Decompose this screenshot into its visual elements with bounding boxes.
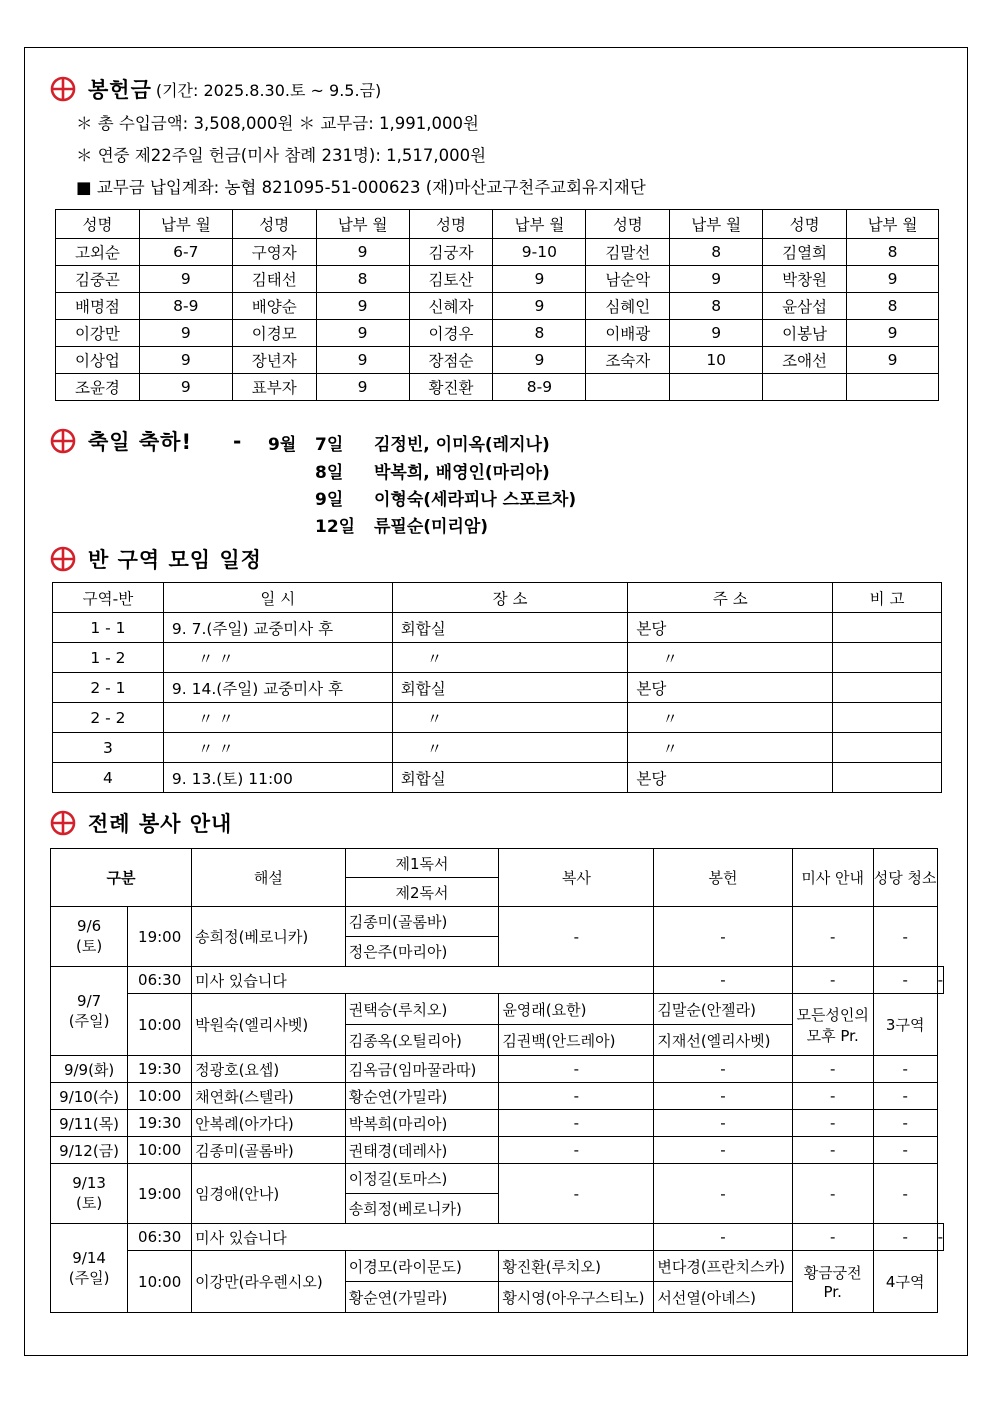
meeting-place: 회합실 xyxy=(392,673,628,703)
liturgy-date: 9/12(금) xyxy=(51,1137,128,1164)
donor-month: 9 xyxy=(670,266,763,293)
meeting-header-cell: 비 고 xyxy=(833,583,942,613)
liturgy-reader: 황순연(가밀라) xyxy=(345,1083,499,1110)
header-clean: 성당 청소 xyxy=(873,849,937,907)
liturgy-row xyxy=(51,994,944,1025)
donor-month: 9 xyxy=(847,347,939,374)
donor-name: 장점순 xyxy=(409,347,493,374)
liturgy-offertory: 변다경(프란치스카) xyxy=(654,1251,792,1282)
liturgy-time: 19:30 xyxy=(128,1110,192,1137)
meeting-datetime: 9. 14.(주일) 교중미사 후 xyxy=(163,673,392,703)
donor-name: 박창원 xyxy=(763,266,847,293)
donor-month: 9 xyxy=(316,374,409,401)
liturgy-clean: - xyxy=(937,967,943,994)
donor-month: 9 xyxy=(316,239,409,266)
donor-table xyxy=(55,209,939,401)
meeting-note xyxy=(833,763,942,793)
donor-name: 이배광 xyxy=(586,320,670,347)
donor-name xyxy=(586,374,670,401)
liturgy-guide: 황금궁전 Pr. xyxy=(792,1251,873,1313)
liturgy-guide: - xyxy=(792,1056,873,1083)
liturgy-reader2: 송희정(베로니카) xyxy=(345,1194,499,1224)
meeting-address: 〃 xyxy=(628,733,833,763)
meeting-place: 〃 xyxy=(392,643,628,673)
liturgy-guide: - xyxy=(792,1110,873,1137)
donor-month: 8-9 xyxy=(139,293,232,320)
liturgy-reader2: 정은주(마리아) xyxy=(345,937,499,967)
liturgy-guide: - xyxy=(792,1083,873,1110)
donor-name: 이봉남 xyxy=(763,320,847,347)
liturgy-offertory: - xyxy=(654,1164,792,1224)
liturgy-server: - xyxy=(499,1056,654,1083)
donor-month: 9 xyxy=(670,320,763,347)
meeting-datetime: 〃 〃 xyxy=(163,703,392,733)
donor-header-row xyxy=(56,210,939,239)
liturgy-offertory: - xyxy=(654,1056,792,1083)
header-gubun: 구분 xyxy=(51,849,192,907)
donor-month: 8 xyxy=(670,293,763,320)
meeting-row xyxy=(53,673,942,703)
liturgy-row xyxy=(51,1083,944,1110)
liturgy-clean: 3구역 xyxy=(873,994,937,1056)
liturgy-date: 9/6 (토) xyxy=(51,907,128,967)
meeting-row xyxy=(53,613,942,643)
liturgy-guide: - xyxy=(873,967,937,994)
liturgy-reader2: 황순연(가밀라) xyxy=(345,1282,499,1313)
meeting-note xyxy=(833,613,942,643)
meeting-zone: 1 - 2 xyxy=(53,643,164,673)
liturgy-time: 10:00 xyxy=(128,994,192,1056)
donor-name: 김태선 xyxy=(232,266,316,293)
offering-period: (기간: 2025.8.30.토 ~ 9.5.금) xyxy=(155,80,382,100)
liturgy-commentary: 김종미(골롬바) xyxy=(192,1137,346,1164)
liturgy-time: 19:30 xyxy=(128,1056,192,1083)
donor-month: 9 xyxy=(139,266,232,293)
donor-name: 윤삼섭 xyxy=(763,293,847,320)
cross-circle-icon xyxy=(50,76,76,102)
liturgy-server: 황진환(루치오) xyxy=(499,1251,654,1282)
meeting-address: 본당 xyxy=(628,763,833,793)
meeting-place: 〃 xyxy=(392,703,628,733)
donor-name: 장년자 xyxy=(232,347,316,374)
liturgy-reader1: 이경모(라이문도) xyxy=(345,1251,499,1282)
donor-header-cell: 성명 xyxy=(409,210,493,239)
donor-row xyxy=(56,374,939,401)
meeting-address: 〃 xyxy=(628,643,833,673)
donor-header-cell: 성명 xyxy=(56,210,140,239)
liturgy-reader: 김옥금(임마꿀라따) xyxy=(345,1056,499,1083)
header-server: 복사 xyxy=(499,849,654,907)
meeting-header-row xyxy=(53,583,942,613)
liturgy-offertory: - xyxy=(792,967,873,994)
donor-row xyxy=(56,266,939,293)
donor-month xyxy=(670,374,763,401)
meeting-address: 본당 xyxy=(628,613,833,643)
donor-month: 9 xyxy=(139,374,232,401)
liturgy-date: 9/7 (주일) xyxy=(51,967,128,1056)
donor-name: 이경우 xyxy=(409,320,493,347)
meeting-heading xyxy=(50,544,262,574)
donor-name xyxy=(763,374,847,401)
birthday-names: 류필순(미리암) xyxy=(374,517,489,537)
liturgy-clean: 4구역 xyxy=(873,1251,937,1313)
header-reader2: 제2독서 xyxy=(345,878,499,907)
donor-name: 신혜자 xyxy=(409,293,493,320)
liturgy-guide: - xyxy=(792,1137,873,1164)
donor-name: 남순악 xyxy=(586,266,670,293)
donor-name: 배명점 xyxy=(56,293,140,320)
liturgy-date: 9/11(목) xyxy=(51,1110,128,1137)
liturgy-commentary: 채연화(스텔라) xyxy=(192,1083,346,1110)
donor-month: 9 xyxy=(316,293,409,320)
donor-name: 표부자 xyxy=(232,374,316,401)
meeting-header-cell: 장 소 xyxy=(392,583,628,613)
liturgy-server: - xyxy=(499,907,654,967)
liturgy-row xyxy=(51,1056,944,1083)
meeting-table xyxy=(52,582,942,793)
donor-month: 9 xyxy=(847,266,939,293)
liturgy-offertory: - xyxy=(654,907,792,967)
liturgy-commentary: 송희정(베로니카) xyxy=(192,907,346,967)
donor-name: 김말선 xyxy=(586,239,670,266)
donor-month: 9 xyxy=(493,266,586,293)
liturgy-clean: - xyxy=(873,1137,937,1164)
birthday-day: 9일 xyxy=(315,490,344,510)
liturgy-server: - xyxy=(499,1083,654,1110)
donor-name: 심혜인 xyxy=(586,293,670,320)
meeting-note xyxy=(833,643,942,673)
cross-circle-icon xyxy=(50,546,76,572)
cross-circle-icon xyxy=(50,810,76,836)
donor-month: 10 xyxy=(670,347,763,374)
donor-month xyxy=(847,374,939,401)
meeting-row xyxy=(53,703,942,733)
donor-header-cell: 납부 월 xyxy=(670,210,763,239)
liturgy-guide: - xyxy=(792,1164,873,1224)
meeting-datetime: 〃 〃 xyxy=(163,643,392,673)
donor-row xyxy=(56,293,939,320)
donor-month: 8 xyxy=(670,239,763,266)
offering-account-line: ■ 교무금 납입계좌: 농협 821095-51-000623 (재)마산교구천주교회유지재단 xyxy=(76,178,646,197)
donor-header-cell: 성명 xyxy=(763,210,847,239)
donor-name: 조윤경 xyxy=(56,374,140,401)
donor-month: 9 xyxy=(316,320,409,347)
liturgy-time: 06:30 xyxy=(128,1224,192,1251)
offering-heading xyxy=(50,74,381,104)
meeting-note xyxy=(833,673,942,703)
liturgy-row xyxy=(51,1110,944,1137)
donor-header-cell: 납부 월 xyxy=(139,210,232,239)
donor-month: 8-9 xyxy=(493,374,586,401)
birthday-month: 9월 xyxy=(268,435,297,455)
meeting-row xyxy=(53,643,942,673)
meeting-row xyxy=(53,733,942,763)
donor-header-cell: 납부 월 xyxy=(493,210,586,239)
meeting-place: 〃 xyxy=(392,733,628,763)
header-reader1: 제1독서 xyxy=(345,849,499,878)
donor-name: 이강만 xyxy=(56,320,140,347)
donor-month: 9 xyxy=(847,320,939,347)
meeting-zone: 2 - 1 xyxy=(53,673,164,703)
donor-header-cell: 납부 월 xyxy=(316,210,409,239)
donor-name: 조애선 xyxy=(763,347,847,374)
meeting-title: 반 구역 모임 일정 xyxy=(88,548,262,572)
donor-month: 8 xyxy=(847,239,939,266)
liturgy-offertory: - xyxy=(654,1083,792,1110)
meeting-place: 회합실 xyxy=(392,763,628,793)
meeting-address: 〃 xyxy=(628,703,833,733)
birthday-names: 이형숙(세라피나 스포르차) xyxy=(374,490,577,510)
donor-month: 9 xyxy=(493,293,586,320)
donor-header-cell: 성명 xyxy=(586,210,670,239)
donor-month: 8 xyxy=(316,266,409,293)
liturgy-commentary: 이강만(라우렌시오) xyxy=(192,1251,346,1313)
liturgy-reader1: 권택승(루치오) xyxy=(345,994,499,1025)
birthday-day: 12일 xyxy=(315,517,356,537)
birthday-dash: - xyxy=(233,429,242,453)
donor-month: 8 xyxy=(847,293,939,320)
donor-name: 김궁자 xyxy=(409,239,493,266)
header-offertory: 봉헌 xyxy=(654,849,792,907)
liturgy-clean: - xyxy=(873,1110,937,1137)
header-commentary: 해설 xyxy=(192,849,346,907)
offering-sunday-line: ＊ 연중 제22주일 헌금(미사 참례 231명): 1,517,000원 xyxy=(76,146,487,165)
liturgy-date: 9/13 (토) xyxy=(51,1164,128,1224)
liturgy-clean: - xyxy=(873,1056,937,1083)
donor-month: 9-10 xyxy=(493,239,586,266)
meeting-note xyxy=(833,733,942,763)
liturgy-server: - xyxy=(654,967,792,994)
birthday-day: 8일 xyxy=(315,463,344,483)
liturgy-no-mass: 미사 있습니다 xyxy=(192,1224,654,1251)
liturgy-offertory: - xyxy=(792,1224,873,1251)
liturgy-server: 황시영(아우구스티노) xyxy=(499,1282,654,1313)
liturgy-time: 19:00 xyxy=(128,1164,192,1224)
liturgy-row xyxy=(51,1137,944,1164)
liturgy-clean: - xyxy=(937,1224,943,1251)
donor-month: 9 xyxy=(139,347,232,374)
birthday-names: 박복희, 배영인(마리아) xyxy=(374,463,550,483)
liturgy-offertory: 서선열(아녜스) xyxy=(654,1282,792,1313)
liturgy-reader: 권태경(데레사) xyxy=(345,1137,499,1164)
donor-name: 이상업 xyxy=(56,347,140,374)
meeting-header-cell: 주 소 xyxy=(628,583,833,613)
liturgy-no-mass: 미사 있습니다 xyxy=(192,967,654,994)
liturgy-commentary: 임경애(안나) xyxy=(192,1164,346,1224)
liturgy-clean: - xyxy=(873,1083,937,1110)
donor-name: 구영자 xyxy=(232,239,316,266)
donor-name: 이경모 xyxy=(232,320,316,347)
liturgy-clean: - xyxy=(873,1164,937,1224)
liturgy-row xyxy=(51,907,944,937)
liturgy-guide: - xyxy=(873,1224,937,1251)
liturgy-table xyxy=(50,848,944,1313)
donor-header-cell: 성명 xyxy=(232,210,316,239)
meeting-datetime: 〃 〃 xyxy=(163,733,392,763)
birthday-heading xyxy=(50,426,192,456)
liturgy-row xyxy=(51,849,944,878)
meeting-zone: 1 - 1 xyxy=(53,613,164,643)
meeting-row xyxy=(53,763,942,793)
liturgy-commentary: 정광호(요셉) xyxy=(192,1056,346,1083)
donor-month: 8 xyxy=(493,320,586,347)
liturgy-server: - xyxy=(499,1164,654,1224)
liturgy-row xyxy=(51,967,944,994)
liturgy-date: 9/10(수) xyxy=(51,1083,128,1110)
meeting-zone: 2 - 2 xyxy=(53,703,164,733)
liturgy-time: 19:00 xyxy=(128,907,192,967)
liturgy-offertory: 지재선(엘리사벳) xyxy=(654,1025,792,1056)
liturgy-time: 10:00 xyxy=(128,1083,192,1110)
liturgy-time: 10:00 xyxy=(128,1137,192,1164)
donor-name: 배양순 xyxy=(232,293,316,320)
liturgy-offertory: - xyxy=(654,1137,792,1164)
offering-title: 봉헌금 xyxy=(88,78,152,102)
liturgy-server: 김권백(안드레아) xyxy=(499,1025,654,1056)
donor-month: 9 xyxy=(493,347,586,374)
meeting-datetime: 9. 13.(토) 11:00 xyxy=(163,763,392,793)
liturgy-reader2: 김종옥(오틸리아) xyxy=(345,1025,499,1056)
donor-name: 조숙자 xyxy=(586,347,670,374)
liturgy-row xyxy=(51,1224,944,1251)
meeting-place: 회합실 xyxy=(392,613,628,643)
liturgy-date: 9/9(화) xyxy=(51,1056,128,1083)
donor-name: 김토산 xyxy=(409,266,493,293)
liturgy-title: 전례 봉사 안내 xyxy=(88,812,233,836)
donor-name: 김중곤 xyxy=(56,266,140,293)
liturgy-row xyxy=(51,1251,944,1282)
liturgy-server: - xyxy=(654,1224,792,1251)
meeting-header-cell: 일 시 xyxy=(163,583,392,613)
donor-row xyxy=(56,347,939,374)
donor-name: 김열희 xyxy=(763,239,847,266)
liturgy-server: 윤영래(요한) xyxy=(499,994,654,1025)
cross-circle-icon xyxy=(50,428,76,454)
meeting-header-cell: 구역-반 xyxy=(53,583,164,613)
birthday-names: 김정빈, 이미옥(레지나) xyxy=(374,435,550,455)
birthday-title: 축일 축하! xyxy=(88,430,193,454)
liturgy-offertory: - xyxy=(654,1110,792,1137)
liturgy-heading xyxy=(50,808,232,838)
header-guide: 미사 안내 xyxy=(792,849,873,907)
liturgy-row xyxy=(51,1164,944,1194)
liturgy-guide: - xyxy=(792,907,873,967)
liturgy-reader: 박복희(마리아) xyxy=(345,1110,499,1137)
liturgy-offertory: 김말순(안젤라) xyxy=(654,994,792,1025)
meeting-note xyxy=(833,703,942,733)
meeting-address: 본당 xyxy=(628,673,833,703)
liturgy-commentary: 안복례(아가다) xyxy=(192,1110,346,1137)
donor-month: 9 xyxy=(316,347,409,374)
donor-name: 고외순 xyxy=(56,239,140,266)
liturgy-reader1: 이정길(토마스) xyxy=(345,1164,499,1194)
meeting-datetime: 9. 7.(주일) 교중미사 후 xyxy=(163,613,392,643)
meeting-zone: 4 xyxy=(53,763,164,793)
liturgy-time: 06:30 xyxy=(128,967,192,994)
donor-row xyxy=(56,320,939,347)
liturgy-guide: 모든성인의 모후 Pr. xyxy=(792,994,873,1056)
donor-month: 6-7 xyxy=(139,239,232,266)
liturgy-server: - xyxy=(499,1137,654,1164)
donor-name: 황진환 xyxy=(409,374,493,401)
liturgy-time: 10:00 xyxy=(128,1251,192,1313)
liturgy-date: 9/14 (주일) xyxy=(51,1224,128,1313)
liturgy-clean: - xyxy=(873,907,937,967)
donor-month: 9 xyxy=(139,320,232,347)
liturgy-reader1: 김종미(골롬바) xyxy=(345,907,499,937)
offering-total-line: ＊ 총 수입금액: 3,508,000원 ＊ 교무금: 1,991,000원 xyxy=(76,114,479,133)
donor-header-cell: 납부 월 xyxy=(847,210,939,239)
donor-row xyxy=(56,239,939,266)
liturgy-commentary: 박원숙(엘리사벳) xyxy=(192,994,346,1056)
meeting-zone: 3 xyxy=(53,733,164,763)
liturgy-server: - xyxy=(499,1110,654,1137)
birthday-day: 7일 xyxy=(315,435,344,455)
